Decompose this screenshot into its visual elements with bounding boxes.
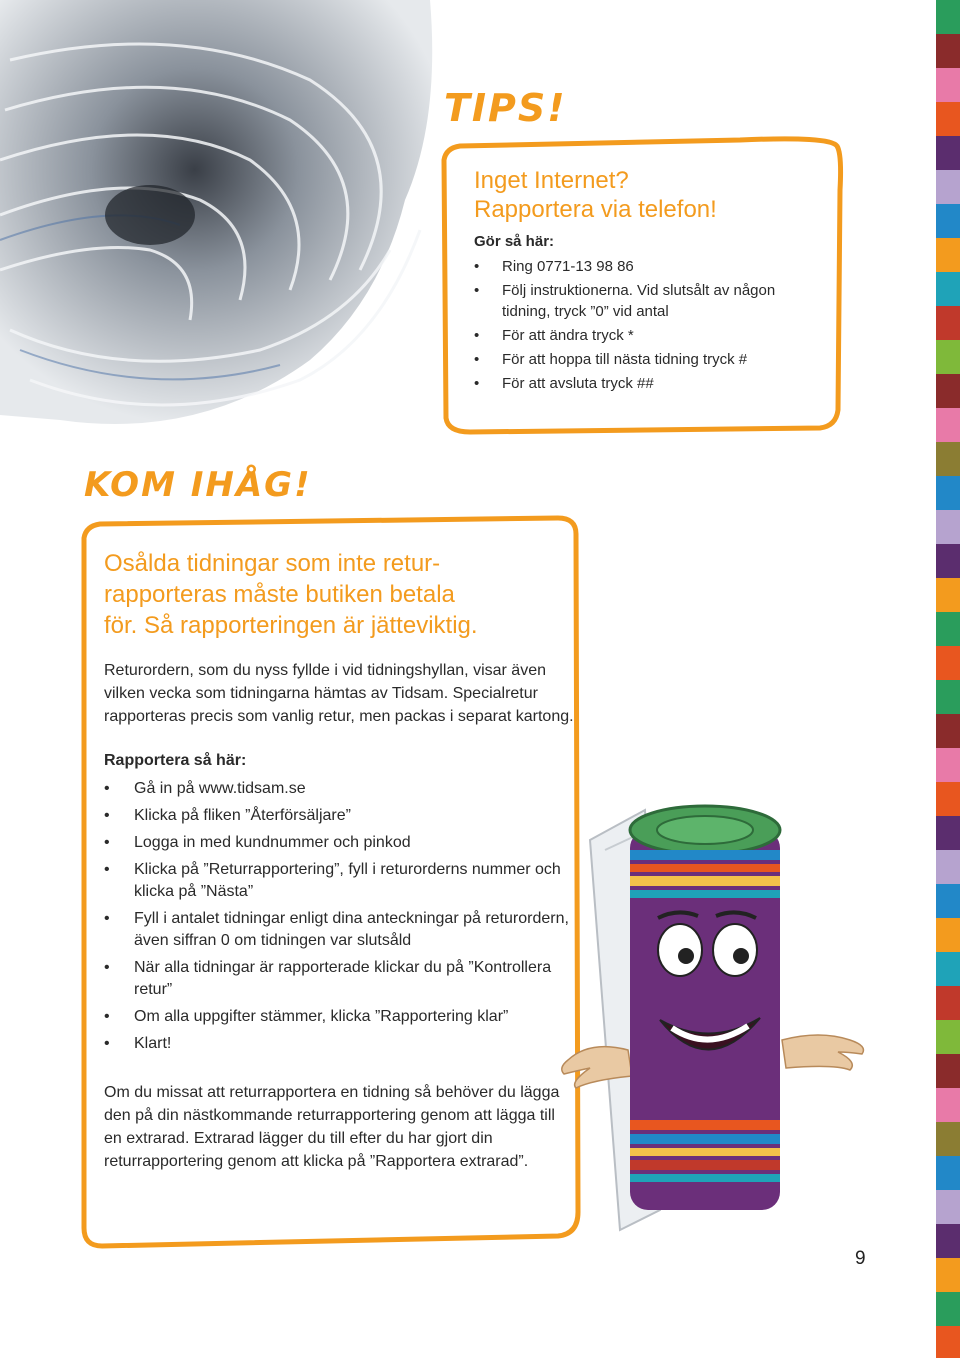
color-strip-block (936, 136, 960, 170)
color-strip-block (936, 170, 960, 204)
color-strip-block (936, 238, 960, 272)
tips-subheading: Gör så här: (474, 233, 555, 250)
color-strip-block (936, 782, 960, 816)
color-strip-block (936, 102, 960, 136)
color-strip-block (936, 272, 960, 306)
color-strip-block (936, 1088, 960, 1122)
list-item: • För att avsluta tryck ## (474, 373, 804, 394)
list-item: • Om alla uppgifter stämmer, klicka ”Rapportering klar” (104, 1006, 574, 1028)
color-strip-block (936, 884, 960, 918)
color-strip-block (936, 612, 960, 646)
color-strip-block (936, 1224, 960, 1258)
color-strip-block (936, 816, 960, 850)
tips-heading: Inget Internet? Rapportera via telefon! (474, 167, 717, 223)
kom-ihag-box (104, 548, 574, 1173)
color-strip-block (936, 408, 960, 442)
list-item: • Följ instruktionerna. Vid slutsålt av någon tidning, tryck ”0” vid antal (474, 280, 804, 322)
list-item: • Klicka på ”Returrapportering”, fyll i returorderns nummer och klicka på ”Nästa” (104, 859, 574, 903)
color-strip-block (936, 510, 960, 544)
color-strip-block (936, 714, 960, 748)
color-strip-block (936, 1258, 960, 1292)
color-strip-block (936, 680, 960, 714)
color-strip-block (936, 34, 960, 68)
color-strip-block (936, 1156, 960, 1190)
list-item: • Gå in på www.tidsam.se (104, 778, 574, 800)
magazine-roll-image (0, 0, 450, 440)
color-strip-block (936, 0, 960, 34)
color-strip-block (936, 646, 960, 680)
color-strip-block (936, 340, 960, 374)
tips-box (474, 166, 804, 397)
kom-ihag-title: KOM IHÅG! (84, 465, 312, 505)
color-strip-block (936, 1326, 960, 1358)
page-number: 9 (855, 1248, 866, 1269)
color-strip-block (936, 918, 960, 952)
list-item: • Logga in med kundnummer och pinkod (104, 832, 574, 854)
list-item: • För att hoppa till nästa tidning tryck # (474, 349, 804, 370)
color-strip-block (936, 306, 960, 340)
list-item: • För att ändra tryck * (474, 325, 804, 346)
color-strip-block (936, 204, 960, 238)
color-strip-block (936, 578, 960, 612)
color-strip-decoration (936, 0, 960, 1358)
kom-ihag-steps (104, 778, 574, 1055)
list-item: • Klart! (104, 1033, 574, 1055)
color-strip-block (936, 986, 960, 1020)
color-strip-block (936, 476, 960, 510)
list-item: • Ring 0771-13 98 86 (474, 256, 804, 277)
list-item: • Fyll i antalet tidningar enligt dina anteckningar på returordern, även siffran 0 om tidningen var slutsåld (104, 908, 574, 952)
kom-ihag-subheading: Rapportera så här: (104, 752, 247, 769)
color-strip-block (936, 544, 960, 578)
color-strip-block (936, 748, 960, 782)
kom-ihag-final-paragraph: Om du missat att returrapportera en tidning så behöver du lägga den på din nästkommande returrapportering genom att lägga till en extrarad. Extrarad lägger du till efter du har gjort din returrapportering genom att klicka på ”Rapportera extrarad”. (104, 1084, 560, 1170)
list-item: • Klicka på fliken ”Återförsäljare” (104, 805, 574, 827)
color-strip-block (936, 1122, 960, 1156)
color-strip-block (936, 68, 960, 102)
newspaper-mascot-illustration (550, 790, 880, 1240)
kom-ihag-paragraph: Returordern, som du nyss fyllde i vid tidningshyllan, visar även vilken vecka som tidningarna hämtas av Tidsam. Specialretur rapporteras precis som vanlig retur, men packas i separat kartong. (104, 662, 574, 725)
tips-title: TIPS! (444, 86, 567, 130)
color-strip-block (936, 850, 960, 884)
color-strip-block (936, 374, 960, 408)
color-strip-block (936, 1054, 960, 1088)
kom-ihag-heading: Osålda tidningar som inte retur- rapporteras måste butiken betala för. Så rapporteringen är jätteviktig. (104, 550, 478, 639)
tips-list (474, 256, 804, 394)
color-strip-block (936, 442, 960, 476)
color-strip-block (936, 1190, 960, 1224)
color-strip-block (936, 1020, 960, 1054)
list-item: • När alla tidningar är rapporterade klickar du på ”Kontrollera retur” (104, 957, 574, 1001)
color-strip-block (936, 952, 960, 986)
color-strip-block (936, 1292, 960, 1326)
